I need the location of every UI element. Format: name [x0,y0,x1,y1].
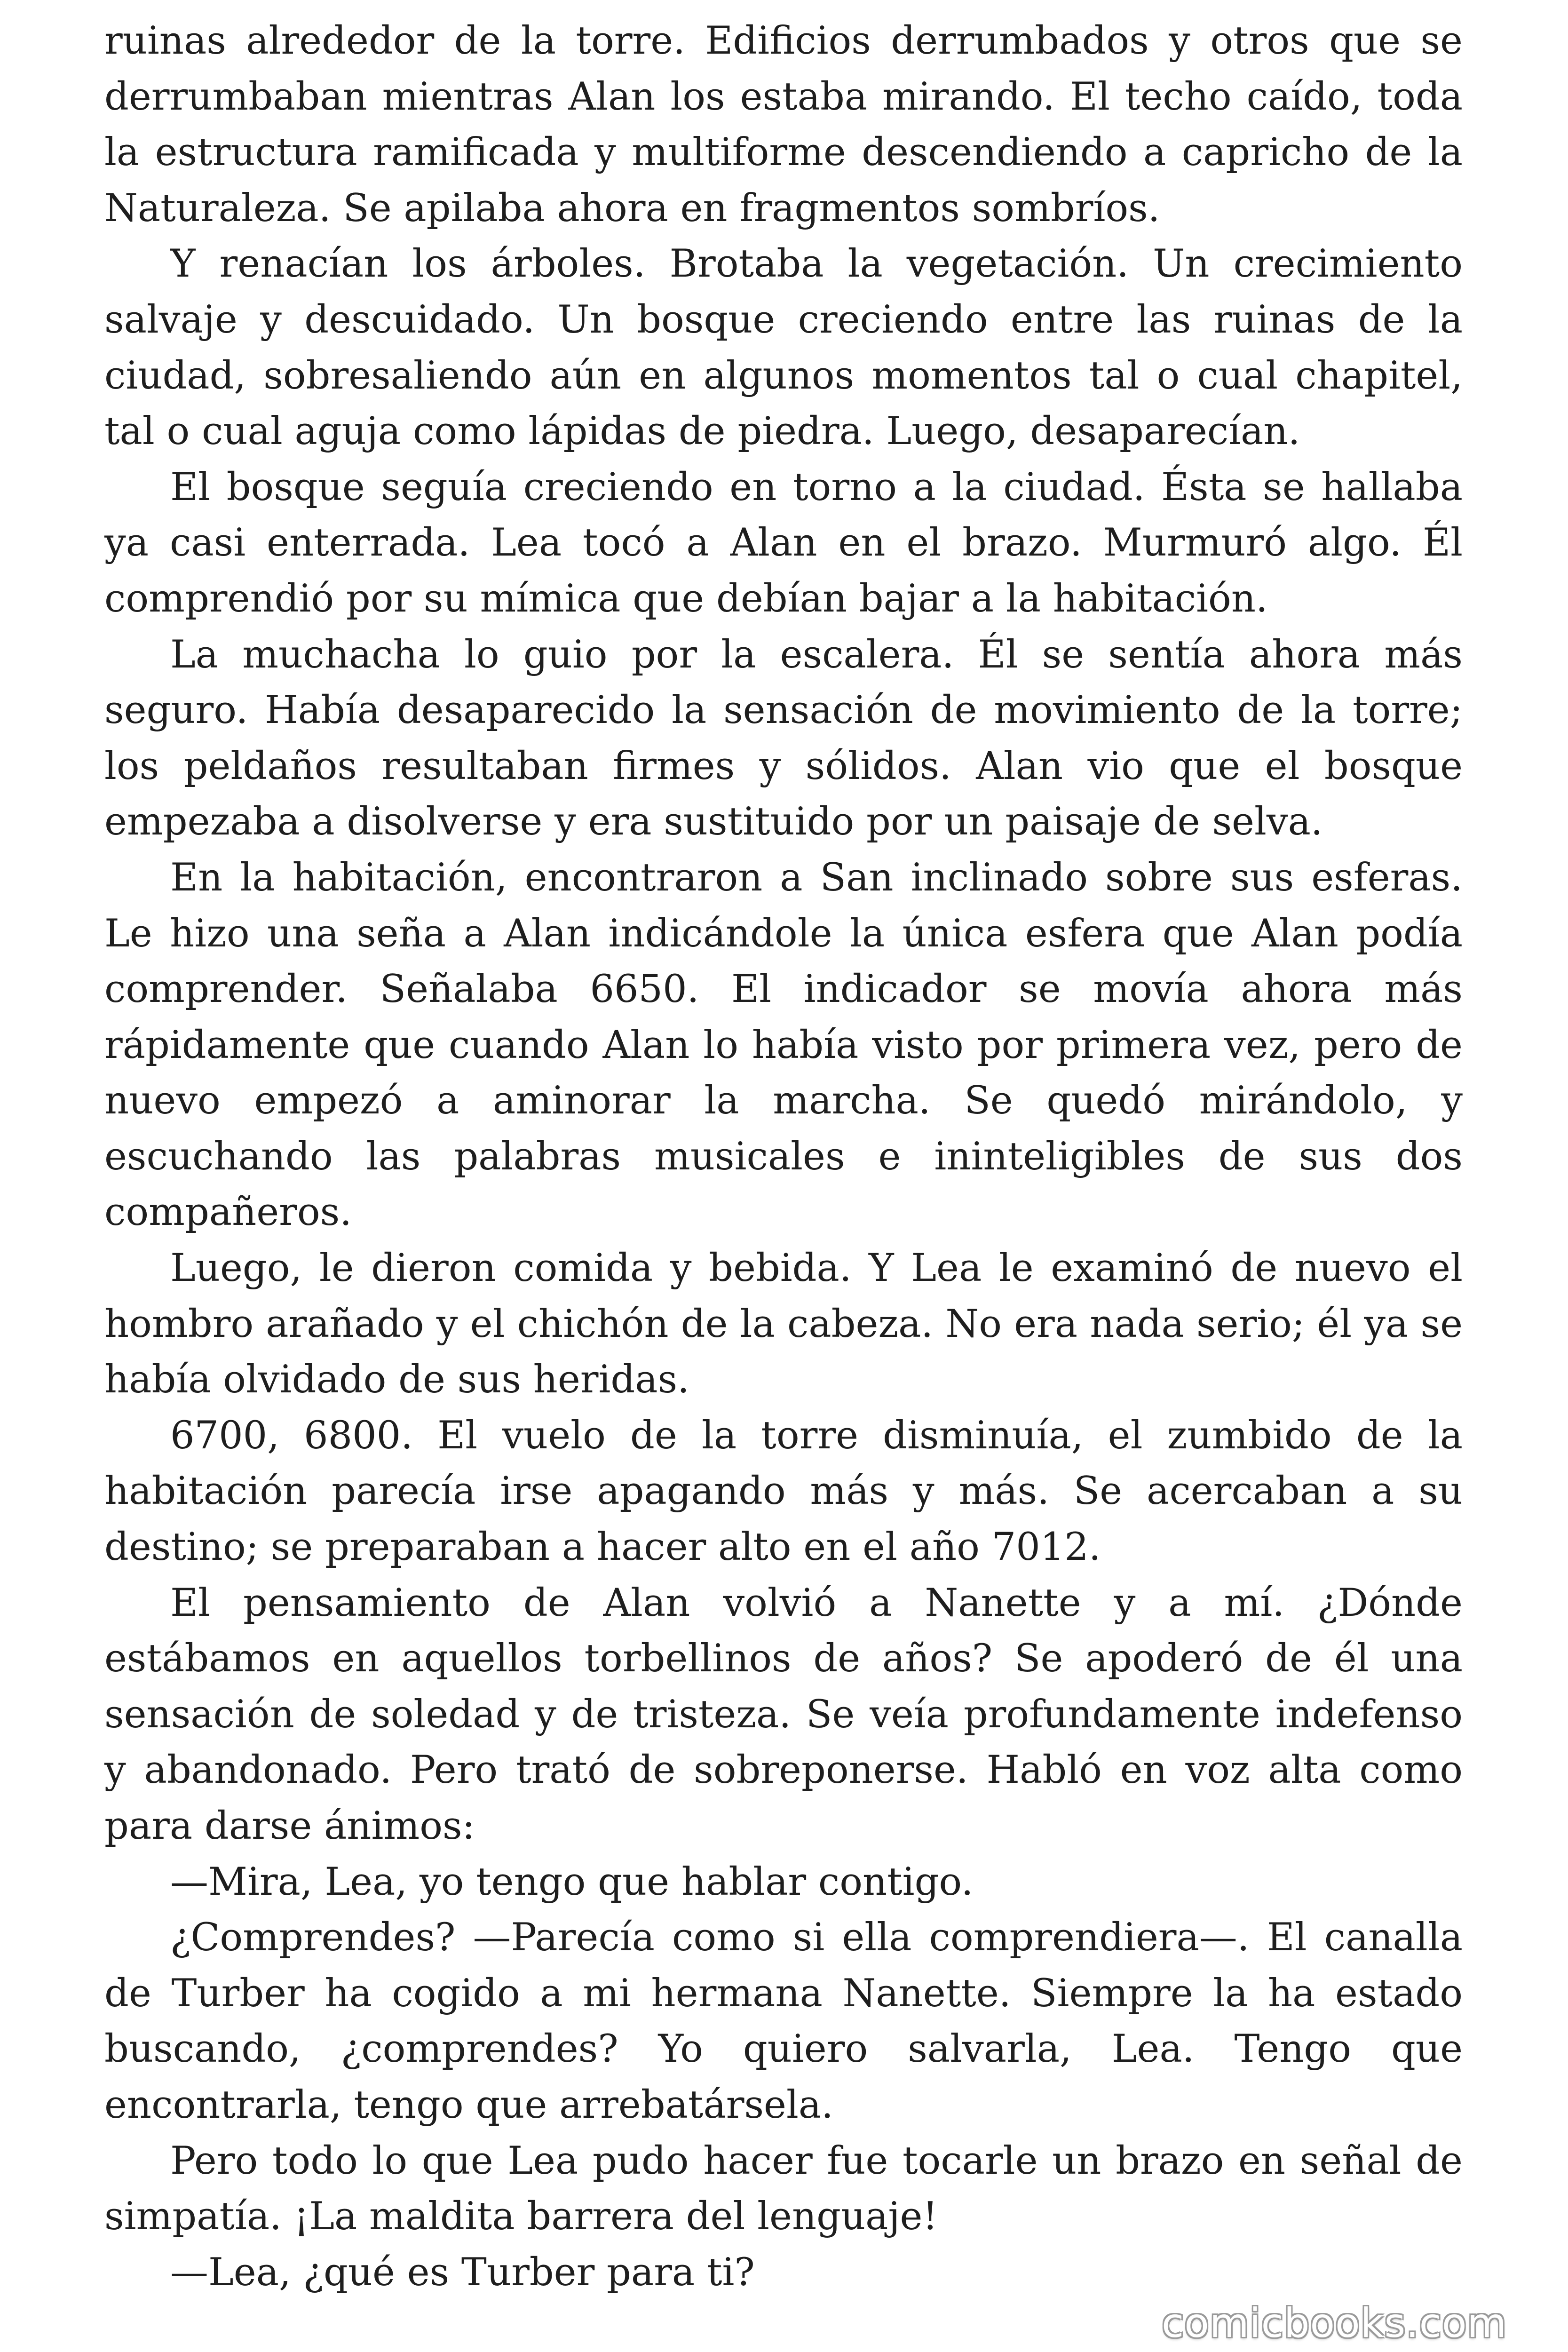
book-page [104,13,1463,2328]
paragraph: La muchacha lo guio por la escalera. Él se sentía ahora más seguro. Había desaparecido la sensación de movimiento de la torre; los peldaños resultaban firmes y sólidos. Alan vio que el bosque empezaba a disolverse y era sustituido por un paisaje de selva. [104,632,1463,844]
paragraph: El bosque seguía creciendo en torno a la ciudad. Ésta se hallaba ya casi enterrada. Lea tocó a Alan en el brazo. Murmuró algo. Él comprendió por su mímica que debían bajar a la habitación. [104,465,1463,621]
paragraph: —Mira, Lea, yo tengo que hablar contigo. [170,1859,974,1904]
paragraph: El pensamiento de Alan volvió a Nanette y a mí. ¿Dónde estábamos en aquellos torbellinos de años? Se apoderó de él una sensación de soledad y de tristeza. Se veía profundamente indefenso y abandonado. Pero trató de sobreponerse. Habló en voz alta como para darse ánimos: [104,1581,1463,1848]
paragraph: Pero todo lo que Lea pudo hacer fue tocarle un brazo en señal de simpatía. ¡La maldita barrera del lenguaje! [104,2138,1463,2239]
paragraph: 6700, 6800. El vuelo de la torre disminuía, el zumbido de la habitación parecía irse apagando más y más. Se acercaban a su destino; se preparaban a hacer alto en el año 7012. [104,1413,1463,1570]
paragraph: ruinas alrededor de la torre. Edificios derrumbados y otros que se derrumbaban mientras Alan los estaba mirando. El techo caído, toda la estructura ramificada y multiforme descendiendo a capricho de la Naturaleza. Se apilaba ahora en fragmentos sombríos. [104,19,1463,230]
paragraph: ¿Comprendes? —Parecía como si ella comprendiera—. El canalla de Turber ha cogido a mi hermana Nanette. Siempre la ha estado buscando, ¿comprendes? Yo quiero salvarla, Lea. Tengo que encontrarla, tengo que arrebatársela. [104,1915,1463,2127]
paragraph: Luego, le dieron comida y bebida. Y Lea le examinó de nuevo el hombro arañado y el chichón de la cabeza. No era nada serio; él ya se había olvidado de sus heridas. [104,1246,1463,1402]
paragraph: Y renacían los árboles. Brotaba la vegetación. Un crecimiento salvaje y descuidado. Un bosque creciendo entre las ruinas de la ciudad, sobresaliendo aún en algunos momentos tal o cual chapitel, tal o cual aguja como lápidas de piedra. Luego, desaparecían. [104,242,1463,454]
paragraph: —Lea, ¿qué es Turber para ti? [170,2250,755,2295]
paragraph: En la habitación, encontraron a San inclinado sobre sus esferas. Le hizo una seña a Alan indicándole la única esfera que Alan podía comprender. Señalaba 6650. El indicador se movía ahora más rápidamente que cuando Alan lo había visto por primera vez, pero de nuevo empezó a aminorar la marcha. Se quedó mirándolo, y escuchando las palabras musicales e ininteligibles de sus dos compañeros. [104,855,1463,1235]
watermark: comicbooks.com [1162,2300,1507,2347]
